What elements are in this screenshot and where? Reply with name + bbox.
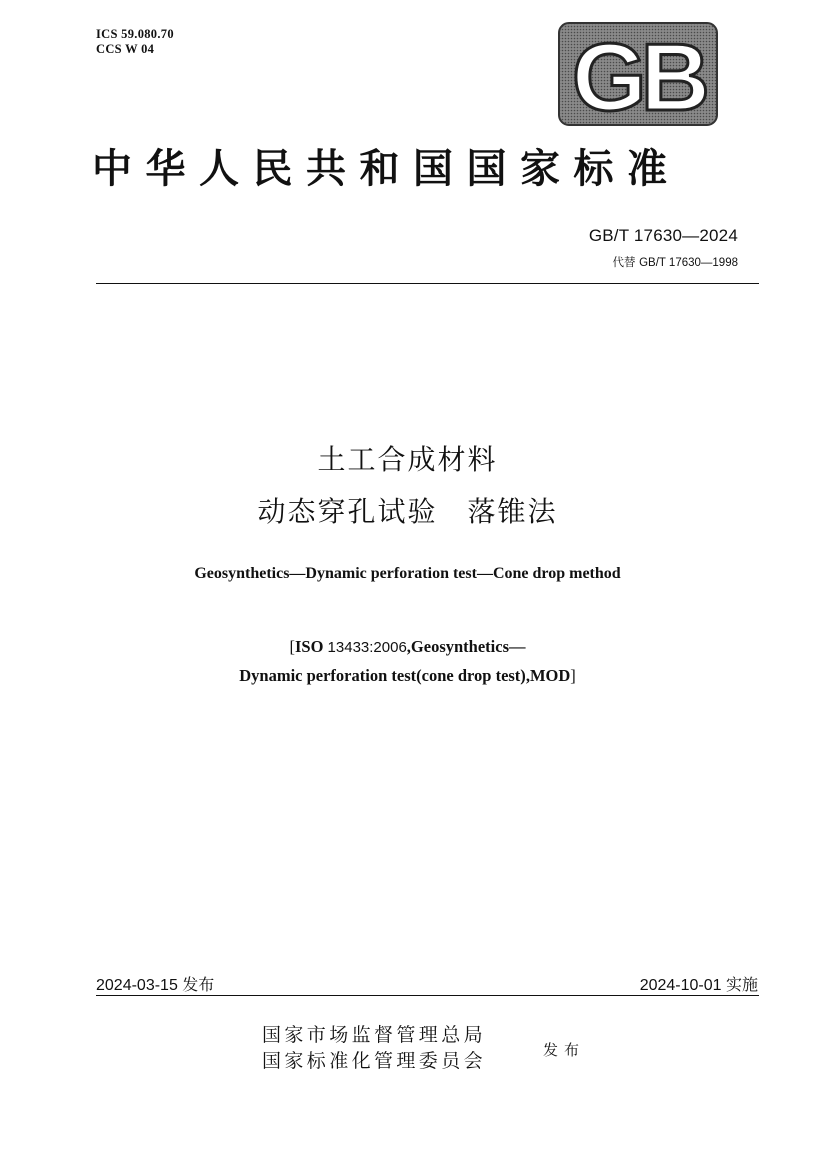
- gb-logo: [558, 22, 718, 126]
- issuing-authority-2: 国家标准化管理委员会: [262, 1050, 487, 1072]
- iso-reference-line-1: [0, 636, 815, 659]
- iso-close-bracket: ]: [570, 666, 576, 685]
- iso-title-part-1: ,Geosynthetics—: [406, 637, 526, 656]
- iso-label: ISO: [294, 637, 324, 656]
- ccs-code: CCS W 04: [96, 42, 155, 56]
- gb-logo-text: GB: [572, 24, 704, 126]
- replaces-number: GB/T 17630—1998: [639, 257, 738, 269]
- ics-code: ICS 59.080.70: [96, 27, 174, 41]
- iso-number: 13433:2006: [327, 639, 407, 656]
- bottom-divider: [96, 995, 759, 996]
- publish-label: 发布: [543, 1041, 586, 1059]
- english-title: Geosynthetics—Dynamic perforation test—Cone drop method: [194, 565, 621, 582]
- implementation-date: 2024-10-01 实施: [639, 977, 758, 994]
- replaces-line: [612, 254, 738, 270]
- iso-title-paren: (cone drop test): [416, 666, 526, 685]
- chinese-title-line-1: 土工合成材料: [317, 443, 498, 476]
- issuing-authority-1: 国家市场监督管理总局: [262, 1024, 487, 1046]
- top-divider: [96, 283, 759, 284]
- chinese-title-line-2: 动态穿孔试验 落锥法: [257, 495, 558, 528]
- national-standard-title: 中华人民共和国国家标准: [92, 145, 681, 192]
- issue-date: 2024-03-15 发布: [96, 977, 215, 994]
- iso-title-part-2: Dynamic perforation test: [239, 666, 417, 685]
- iso-mod-label: ,MOD: [525, 666, 571, 685]
- replaces-label: 代替: [612, 255, 636, 269]
- iso-open-bracket: [: [289, 637, 295, 656]
- standard-number: GB/T 17630—2024: [588, 226, 738, 245]
- iso-reference-line-2: [0, 665, 815, 687]
